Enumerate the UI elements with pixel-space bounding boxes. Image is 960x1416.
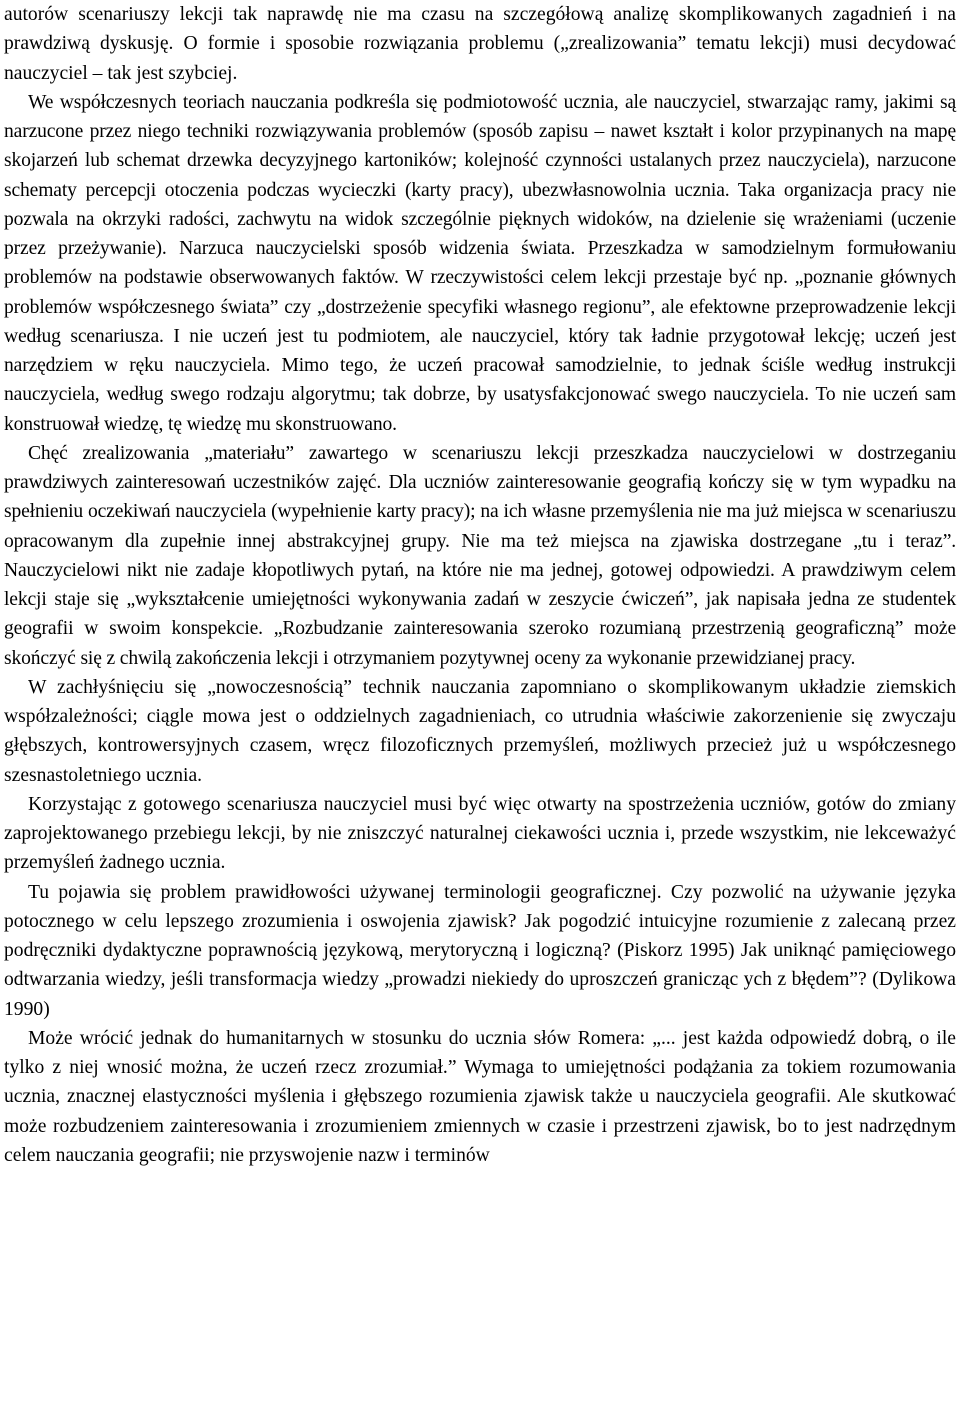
paragraph-2: We współczesnych teoriach nauczania podkreśla się podmiotowość ucznia, ale nauczyciel, stwarzając ramy, jakimi są narzucone przez niego techniki rozwiązywania problemów (sposób zapisu – nawet kształt i kolor przypinanych na mapę skojarzeń lub schemat drzewka decyzyjnego kartoników; kolejność czynności ustalanych przez nauczyciela), narzucone schematy percepcji otoczenia podczas wycieczki (karty pracy), ubezwłasnowolnia ucznia. Taka organizacja pracy nie pozwala na okrzyki radości, zachwytu na widok szczególnie pięknych widoków, na dzielenie się wrażeniami (uczenie przez przeżywanie). Narzuca nauczycielski sposób widzenia świata. Przeszkadza w samodzielnym formułowaniu problemów na podstawie obserwowanych faktów. W rzeczywistości celem lekcji przestaje być np. „poznanie głównych problemów współczesnego świata” czy „dostrzeżenie specyfiki własnego regionu”, ale efektowne przeprowadzenie lekcji według scenariusza. I nie uczeń jest tu podmiotem, ale nauczyciel, który tak ładnie przygotował lekcję; uczeń jest narzędziem w ręku nauczyciela. Mimo tego, że uczeń pracował samodzielnie, to jednak ściśle według instrukcji nauczyciela, według swego rodzaju algorytmu; tak dobrze, by usatysfakcjonować swego nauczyciela. To nie uczeń sam konstruował wiedzę, tę wiedzę mu skonstruowano. xyxy=(4,91,956,435)
paragraph-6: Tu pojawia się problem prawidłowości używanej terminologii geograficznej. Czy pozwolić na używanie języka potocznego w celu lepszego zrozumienia i oswojenia zjawisk? Jak pogodzić intuicyjne rozumienie z zalecaną przez podręczniki dydaktyczne poprawnością językową, merytoryczną i logiczną? (Piskorz 1995) Jak uniknąć pamięciowego odtwarzania wiedzy, jeśli transformacja wiedzy „prowadzi niekiedy do uproszczeń granicząc ych z błędem”? (Dylikowa 1990) xyxy=(4,881,956,1020)
document-page xyxy=(4,0,956,1170)
paragraph-3: Chęć zrealizowania „materiału” zawartego w scenariuszu lekcji przeszkadza nauczycielowi w dostrzeganiu prawdziwych zainteresowań uczestników zajęć. Dla uczniów zainteresowanie geografią kończy się w tym wypadku na spełnieniu oczekiwań nauczyciela (wypełnienie karty pracy); na ich własne przemyślenia nie ma już miejsca w scenariuszu opracowanym dla zupełnie innej abstrakcyjnej grupy. Nie ma też miejsca na zjawiska dostrzegane „tu i teraz”. Nauczycielowi nikt nie zadaje kłopotliwych pytań, na które nie ma jednej, gotowej odpowiedzi. A prawdziwym celem lekcji staje się „wykształcenie umiejętności wykonywania zadań w zeszycie ćwiczeń”, jak napisała jedna ze studentek geografii w swoim konspekcie. „Rozbudzanie zainteresowania szeroko rozumianą przestrzenią geograficzną” może skończyć się z chwilą zakończenia lekcji i otrzymaniem pozytywnej oceny za wykonanie przewidzianej pracy. xyxy=(4,442,956,669)
paragraph-4: W zachłyśnięciu się „nowoczesnością” technik nauczania zapomniano o skomplikowanym układzie ziemskich współzależności; ciągle mowa jest o oddzielnych zagadnieniach, co utrudnia właściwie zakorzenienie się zwyczaju głębszych, kontrowersyjnych czasem, wręcz filozoficznych przemyśleń, możliwych przecież już u współczesnego szesnastoletniego ucznia. xyxy=(4,676,956,786)
paragraph-1: autorów scenariuszy lekcji tak naprawdę nie ma czasu na szczegółową analizę skomplikowanych zagadnień i na prawdziwą dyskusję. O formie i sposobie rozwiązania problemu („zrealizowania” tematu lekcji) musi decydować nauczyciel – tak jest szybciej. xyxy=(4,4,956,84)
paragraph-5: Korzystając z gotowego scenariusza nauczyciel musi być więc otwarty na spostrzeżenia uczniów, gotów do zmiany zaprojektowanego przebiegu lekcji, by nie zniszczyć naturalnej ciekawości ucznia i, przede wszystkim, nie lekceważyć przemyśleń żadnego ucznia. xyxy=(4,793,956,874)
paragraph-7: Może wrócić jednak do humanitarnych w stosunku do ucznia słów Romera: „... jest każda odpowiedź dobrą, o ile tylko z niej wnosić można, że uczeń rzecz zrozumiał.” Wymaga to umiejętności podążania za tokiem rozumowania ucznia, znacznej elastyczności myślenia i głębszego rozumienia zjawisk także u nauczyciela geografii. Ale skutkować może rozbudzeniem zainteresowania i zrozumieniem zmiennych w czasie i przestrzeni zjawisk, bo to jest nadrzędnym celem nauczania geografii; nie przyswojenie nazw i terminów xyxy=(4,1027,956,1166)
